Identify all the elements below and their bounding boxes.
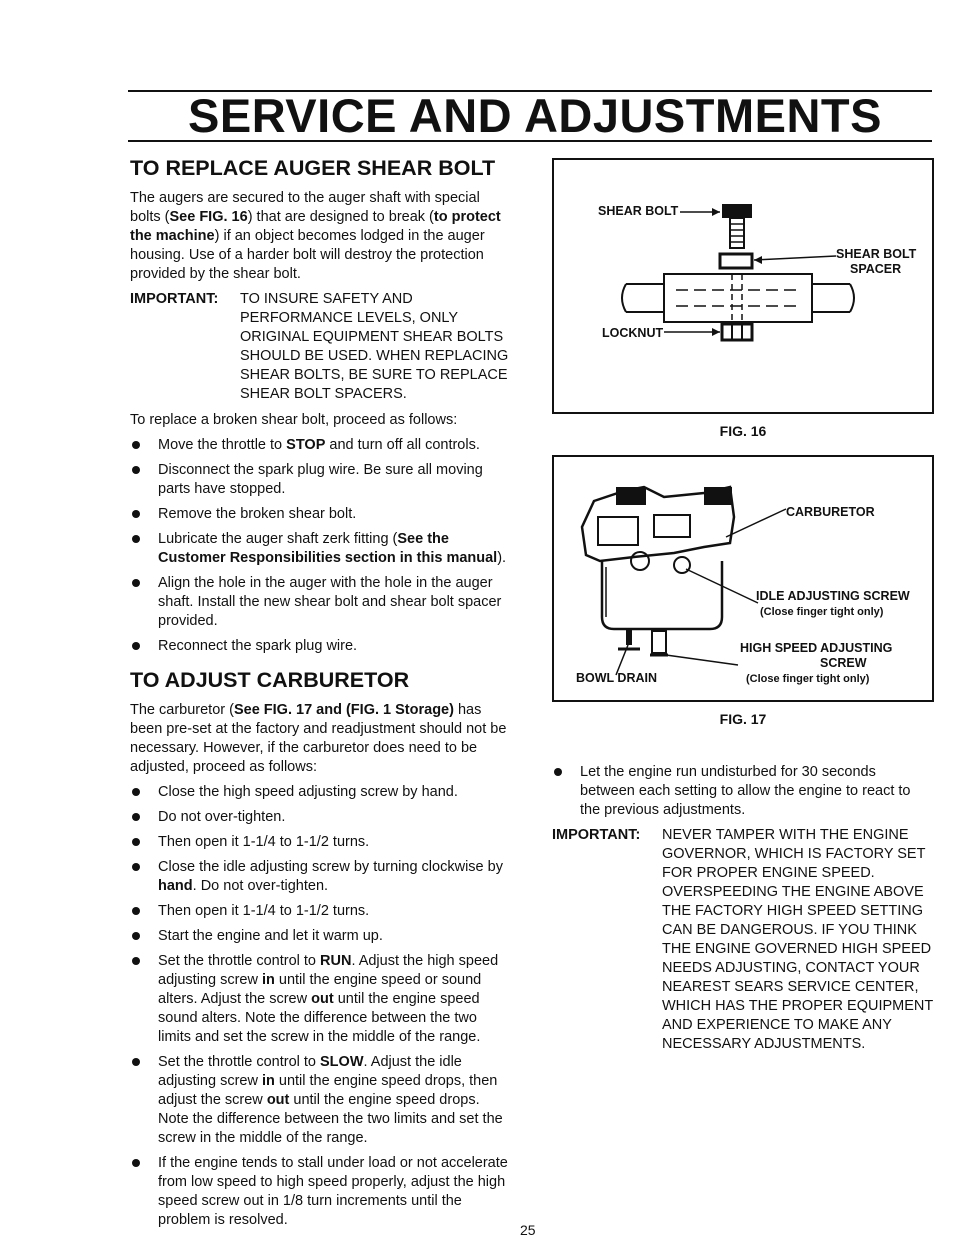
carburetor-section [130,668,512,1230]
label-spacer-line1: SHEAR BOLT [836,247,917,261]
label-spacer-line2: SPACER [850,262,902,276]
leader-high-speed [666,655,738,665]
list-item: Set the throttle control to RUN. Adjust the high speed adjusting screw in until the engine speed or sound alters. Adjust the screw out until the engine speed sound alters. Note the difference between the two limits and set the screw in the middle of the range. [130,952,512,1047]
left-column [130,156,512,1236]
label-idle: IDLE ADJUSTING SCREW [756,589,910,603]
label-high-speed-note: (Close finger tight only) [746,673,870,685]
list-item: Then open it 1-1/4 to 1-1/2 turns. [130,902,512,921]
list-item: Start the engine and let it warm up. [130,927,512,946]
label-bowl-drain: BOWL DRAIN [576,671,658,685]
title-rule-bottom [128,140,932,142]
shear-bolt-section [130,156,512,656]
bolt-shank [730,218,744,248]
list-item: Lubricate the auger shaft zerk fitting (See the Customer Responsibilities section in this manual). [130,530,512,568]
list-item: Close the idle adjusting screw by turning clockwise by hand. Do not over-tighten. [130,858,512,896]
carburetor-important [552,826,934,1054]
fig16-diagram [552,158,934,414]
label-carburetor: CARBURETOR [786,505,875,519]
shear-bolt-intro: The augers are secured to the auger shaft with special bolts (See FIG. 16) that are designed to break (to protect the machine) if an object becomes lodged in the auger housing. Use of a harder bolt will destroy the protection provided by the shear bolt. [130,190,501,282]
list-item: Set the throttle control to SLOW. Adjust the idle adjusting screw in until the engine speed drops, then adjust the screw out until the engine speed drops. Note the difference between the two limits and set the screw in the middle of the range. [130,1053,512,1148]
locknut [722,324,752,340]
high-speed-screw [652,631,666,653]
float-bowl [602,561,722,629]
list-item: Disconnect the spark plug wire. Be sure all moving parts have stopped. [130,461,512,499]
important-label: IMPORTANT: [552,827,641,843]
important-text: NEVER TAMPER WITH THE ENGINE GOVERNOR, WHICH IS FACTORY SET FOR PROPER ENGINE SPEED. OVERSPEEDING THE ENGINE ABOVE THE FACTORY HIGH SPEED SETTING CAN BE DANGEROUS. IF YOU THINK THE ENGINE GOVERNED HIGH SPEED NEEDS ADJUSTING, CONTACT YOUR NEAREST SEARS SERVICE CENTER, WHICH HAS THE PROPER EQUIPMENT AND EXPERIENCE TO MAKE ANY NECESSARY ADJUSTMENTS. [662,827,933,1052]
leader-carburetor [726,509,786,537]
bolt-head [722,204,752,218]
shear-bolt-heading: TO REPLACE AUGER SHEAR BOLT [130,156,496,180]
list-item: Align the hole in the auger with the hole in the auger shaft. Install the new shear bolt and shear bolt spacer provided. [130,574,512,631]
fig16-drawing [554,160,932,412]
carburetor-continued [552,763,934,1054]
fig17-caption: FIG. 17 [719,711,767,727]
bowl-drain [626,629,632,645]
shear-bolt-steps [130,436,512,656]
list-item: Reconnect the spark plug wire. [130,637,512,656]
shear-bolt-spacer [720,254,752,268]
carburetor-steps-continued [552,763,934,820]
idle-screw [631,552,649,570]
shear-bolt-proceed: To replace a broken shear bolt, proceed as follows: [130,412,458,428]
page-number: 25 [520,1222,536,1238]
carburetor-intro: The carburetor (See FIG. 17 and (FIG. 1 Storage) has been pre-set at the factory and readjustment should not be necessary. However, if the carburetor does need to be adjusted, proceed as follows: [130,702,507,775]
important-label: IMPORTANT: [130,291,219,307]
list-item: Move the throttle to STOP and turn off all controls. [130,436,512,455]
leader-spacer [754,256,836,260]
carburetor-steps [130,783,512,1230]
label-high-speed-line2: SCREW [820,656,867,670]
label-shear-bolt: SHEAR BOLT [598,204,679,218]
right-column [552,158,934,1061]
list-item: Close the high speed adjusting screw by hand. [130,783,512,802]
shear-bolt-important [130,290,512,404]
title-banner [128,86,932,146]
fig17-drawing [554,457,932,700]
list-item: Then open it 1-1/4 to 1-1/2 turns. [130,833,512,852]
carburetor-heading: TO ADJUST CARBURETOR [130,668,410,692]
list-item: Do not over-tighten. [130,808,512,827]
fig16-caption: FIG. 16 [719,423,767,439]
list-item: If the engine tends to stall under load or not accelerate from low speed to high speed properly, adjust the high speed screw out in 1/8 turn increments until the problem is resolved. [130,1154,512,1230]
fig17-diagram [552,455,934,702]
important-text: TO INSURE SAFETY AND PERFORMANCE LEVELS, ONLY ORIGINAL EQUIPMENT SHEAR BOLTS SHOULD BE USED. WHEN REPLACING SHEAR BOLTS, BE SURE TO REPLACE SHEAR BOLT SPACERS. [240,291,509,402]
auger-shaft-housing [664,274,812,322]
page-title: SERVICE AND ADJUSTMENTS [188,89,882,142]
label-idle-note: (Close finger tight only) [760,606,884,618]
label-high-speed-line1: HIGH SPEED ADJUSTING [740,641,893,655]
label-locknut: LOCKNUT [602,326,664,340]
list-item: Let the engine run undisturbed for 30 seconds between each setting to allow the engine to react to the previous adjustments. [552,763,934,820]
list-item: Remove the broken shear bolt. [130,505,512,524]
